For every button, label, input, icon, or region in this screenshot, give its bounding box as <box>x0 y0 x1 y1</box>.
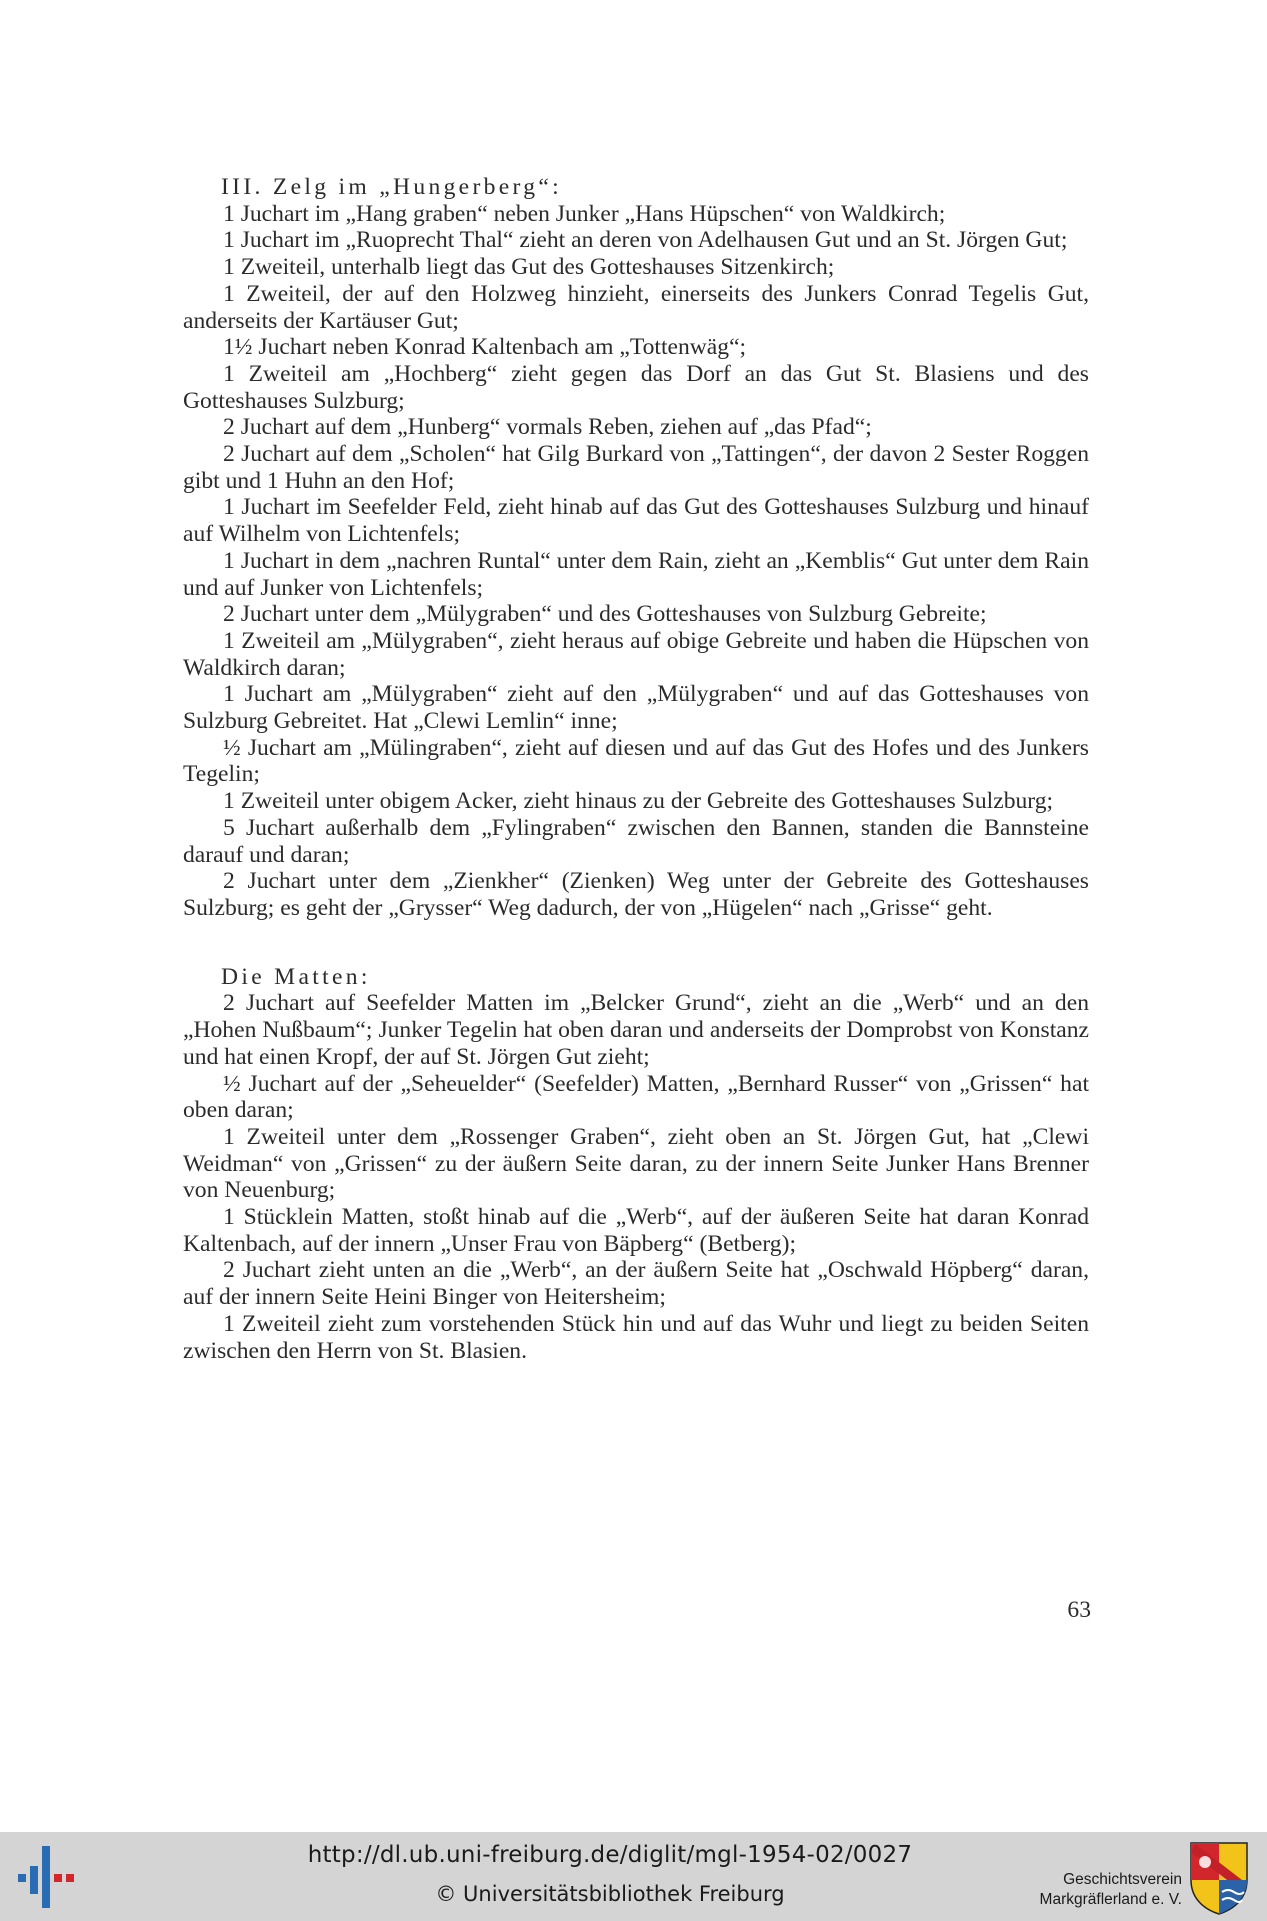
entry-paragraph: ½ Juchart auf der „Seheuelder“ (Seefelder) Matten, „Bernhard Russer“ von „Grissen“ hat oben daran; <box>183 1070 1089 1124</box>
entry-paragraph: 1 Zweiteil am „Mülygraben“, zieht heraus auf obige Gebreite und haben die Hüpschen von Waldkirch daran; <box>183 627 1089 681</box>
entry-paragraph: ½ Juchart am „Mülingraben“, zieht auf diesen und auf das Gut des Hofes und des Junkers Tegelin; <box>183 734 1089 788</box>
entry-paragraph: 2 Juchart zieht unten an die „Werb“, an der äußern Seite hat „Oschwald Höpberg“ daran, auf der innern Seite Heini Binger von Heitersheim; <box>183 1257 1089 1311</box>
society-name-line2: Markgräflerland e. V. <box>1039 1891 1182 1908</box>
section-heading-matten: Die Matten: <box>221 963 371 990</box>
entry-paragraph: 1 Zweiteil zieht zum vorstehenden Stück hin und auf das Wuhr und liegt zu beiden Seiten zwischen den Herrn von St. Blasien. <box>183 1310 1089 1364</box>
coat-of-arms-icon <box>1188 1840 1250 1916</box>
society-name-line1: Geschichtsverein <box>1063 1871 1182 1888</box>
society-name <box>1012 1870 1182 1910</box>
entry-paragraph: 1 Juchart im „Hang graben“ neben Junker „Hans Hüpschen“ von Waldkirch; <box>223 200 946 227</box>
entry-paragraph: 1 Juchart im Seefelder Feld, zieht hinab auf das Gut des Gotteshauses Sulzburg und hinauf auf Wilhelm von Lichtenfels; <box>183 494 1089 548</box>
entry-paragraph: 1 Zweiteil unter obigem Acker, zieht hinaus zu der Gebreite des Gotteshauses Sulzburg; <box>223 788 1054 815</box>
page-number: 63 <box>1067 1597 1091 1623</box>
entry-paragraph: 1 Zweiteil, der auf den Holzweg hinzieht, einerseits des Junkers Conrad Tegelis Gut, anderseits der Kartäuser Gut; <box>183 280 1089 334</box>
copyright-notice: © Universitätsbibliothek Freiburg <box>435 1882 785 1906</box>
section-gap <box>183 922 1089 964</box>
entry-paragraph: 1 Stücklein Matten, stoßt hinab auf die „Werb“, auf der äußeren Seite hat daran Konrad Kaltenbach, auf der innern „Unser Frau von Bäpberg“ (Betberg); <box>183 1204 1089 1257</box>
page-body <box>183 174 1089 1364</box>
entry-paragraph: 2 Juchart unter dem „Mülygraben“ und des Gotteshauses von Sulzburg Gebreite; <box>223 601 987 628</box>
entry-paragraph: 2 Juchart unter dem „Zienkher“ (Zienken) Weg unter der Gebreite des Gotteshauses Sulzburg; es geht der „Grysser“ Weg dadurch, der von „Hügelen“ nach „Grisse“ geht. <box>183 868 1089 921</box>
entry-paragraph: 2 Juchart auf dem „Scholen“ hat Gilg Burkard von „Tattingen“, der davon 2 Sester Roggen gibt und 1 Huhn an den Hof; <box>183 441 1089 494</box>
section-heading-zelg: III. Zelg im „Hungerberg“: <box>221 174 562 200</box>
entry-paragraph: 2 Juchart auf Seefelder Matten im „Belcker Grund“, zieht an die „Werb“ und an den „Hohen Nußbaum“; Junker Tegelin hat oben daran und anderseits der Domprobst von Konstanz und hat einen Kropf, der auf St. Jörgen Gut zieht; <box>183 990 1089 1070</box>
footer-bar <box>0 1832 1267 1921</box>
entry-paragraph: 1½ Juchart neben Konrad Kaltenbach am „Tottenwäg“; <box>223 334 747 361</box>
document-url-link[interactable]: http://dl.ub.uni-freiburg.de/diglit/mgl-1954-02/0027 <box>307 1842 913 1868</box>
entry-paragraph: 1 Zweiteil, unterhalb liegt das Gut des Gotteshauses Sitzenkirch; <box>223 254 835 281</box>
entry-paragraph: 1 Juchart in dem „nachren Runtal“ unter dem Rain, zieht an „Kemblis“ Gut unter dem Rain und auf Junker von Lichtenfels; <box>183 547 1089 601</box>
entry-paragraph: 5 Juchart außerhalb dem „Fylingraben“ zwischen den Bannen, standen die Bannsteine darauf und daran; <box>183 814 1089 868</box>
entry-paragraph: 1 Zweiteil am „Hochberg“ zieht gegen das Dorf an das Gut St. Blasiens und des Gotteshauses Sulzburg; <box>183 360 1089 414</box>
entry-paragraph: 1 Zweiteil unter dem „Rossenger Graben“, zieht oben an St. Jörgen Gut, hat „Clewi Weidman“ von „Grissen“ zu der äußern Seite daran, zu der innern Seite Junker Hans Brenner von Neuenburg; <box>183 1123 1089 1204</box>
entry-paragraph: 1 Juchart im „Ruoprecht Thal“ zieht an deren von Adelhausen Gut und an St. Jörgen Gut; <box>223 227 1068 254</box>
ub-freiburg-logo-icon <box>14 1844 78 1910</box>
entry-paragraph: 1 Juchart am „Mülygraben“ zieht auf den „Mülygraben“ und auf das Gotteshauses von Sulzburg Gebreitet. Hat „Clewi Lemlin“ inne; <box>183 681 1089 735</box>
entry-paragraph: 2 Juchart auf dem „Hunberg“ vormals Reben, ziehen auf „das Pfad“; <box>223 414 872 441</box>
